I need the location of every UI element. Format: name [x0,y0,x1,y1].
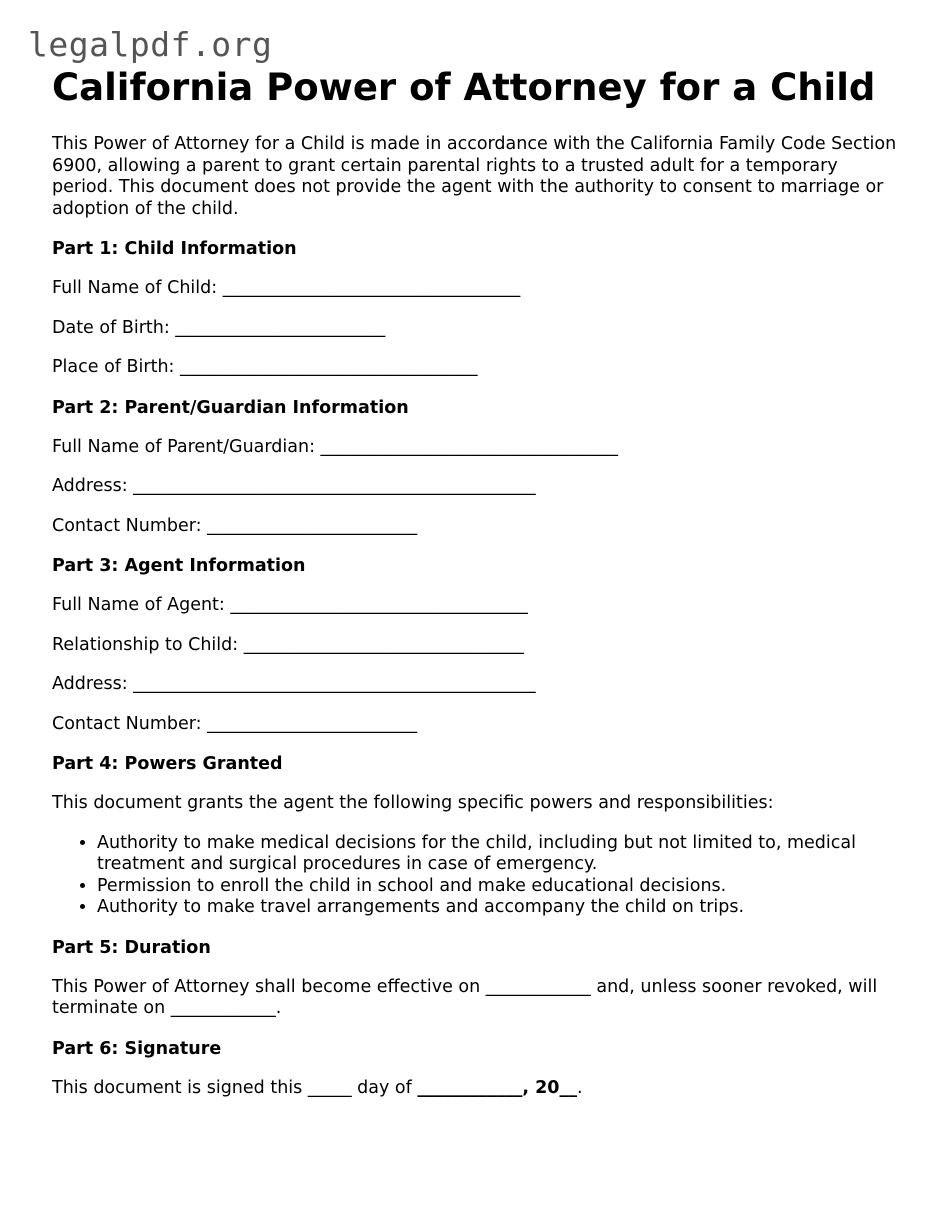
part4-heading: Part 4: Powers Granted [52,754,283,774]
signature-text-a: This document is signed this [52,1077,308,1098]
part5-heading: Part 5: Duration [52,937,211,958]
agent-contact-field: Contact Number: ________________________ [52,713,418,734]
power-item-education: • Permission to enroll the child in school and make educational decisions. [97,876,897,898]
signature-year-blank: __ [559,1077,577,1098]
part6-heading: Part 6: Signature [52,1038,222,1059]
termination-date-blank: ____________ [170,998,276,1018]
intro-paragraph: This Power of Attorney for a Child is made in accordance with the California Family Code Section 6900, allowing a parent to grant certain parental rights to a trusted adult for a temporary period. This document does not provide the agent with the authority to consent to marriage or adoption of the child. [52,134,897,219]
part3-heading: Part 3: Agent Information [52,556,306,576]
parent-name-field: Full Name of Parent/Guardian: __________________________________ [52,436,619,457]
agent-name-field: Full Name of Agent: __________________________________ [52,595,528,615]
powers-lead: This document grants the agent the following specific powers and responsibilities: [52,793,774,813]
child-name-field: Full Name of Child: __________________________________ [52,278,521,298]
signature-text [52,1078,897,1100]
child-pob-field: Place of Birth: __________________________________ [52,357,478,377]
signature-text-c: . [576,1077,583,1098]
powers-list [52,833,897,919]
document-title: California Power of Attorney for a Child [52,66,876,109]
watermark: legalpdf.org [28,25,273,64]
effective-date-blank: ____________ [485,976,591,997]
part1-heading: Part 1: Child Information [52,239,297,259]
duration-text-a: This Power of Attorney shall become effective on [52,976,486,997]
signature-day-blank: _____ [307,1077,352,1098]
power-item-travel: • Authority to make travel arrangements and accompany the child on trips. [97,897,897,919]
signature-year-prefix: , 20 [522,1077,560,1098]
signature-text-b: day of [351,1077,418,1098]
signature-month-blank: ____________ [417,1077,523,1098]
agent-address-field: Address: ______________________________________________ [52,674,536,694]
parent-address-field: Address: ______________________________________________ [52,476,536,496]
parent-contact-field: Contact Number: ________________________ [52,515,418,536]
duration-text [52,977,897,1020]
duration-text-c: . [275,998,282,1018]
power-item-medical: • Authority to make medical decisions for the child, including but not limited to, medical treatment and surgical procedures in case of emergency. [97,833,897,876]
document-body [52,64,897,1099]
child-dob-field: Date of Birth: ________________________ [52,317,386,338]
duration-text-b: and, unless sooner revoked, will terminate on [52,976,878,1018]
part2-heading: Part 2: Parent/Guardian Information [52,397,409,418]
agent-relationship-field: Relationship to Child: ________________________________ [52,634,524,655]
